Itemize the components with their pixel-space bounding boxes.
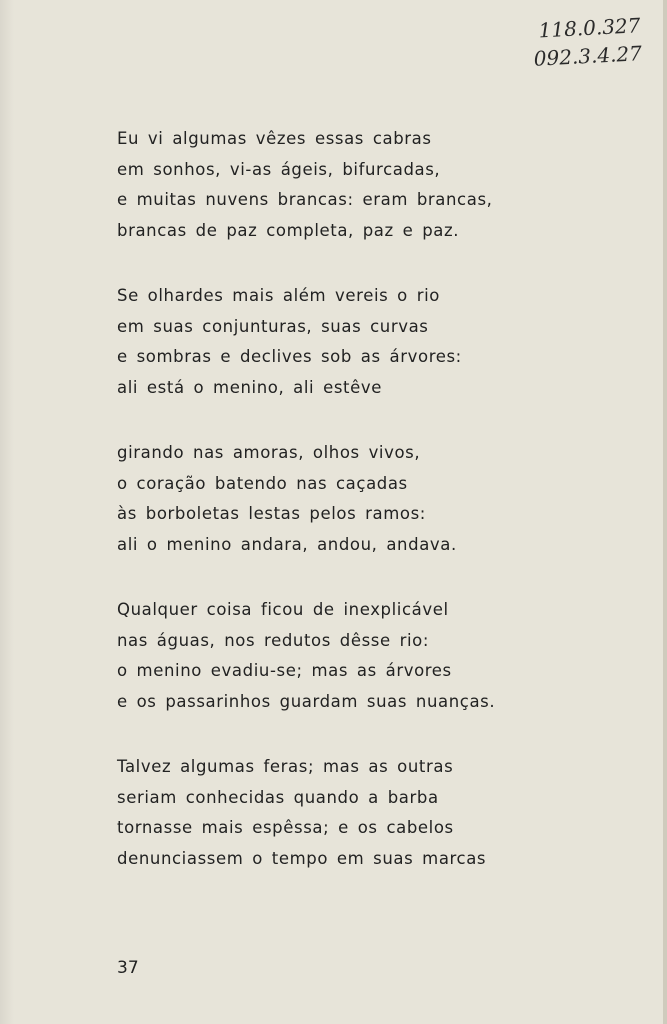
poem-line: ali o menino andara, andou, andava. bbox=[117, 534, 457, 554]
poem-line: denunciassem o tempo em suas marcas bbox=[117, 848, 487, 868]
page-gutter-shadow bbox=[0, 0, 14, 1024]
stanza-1 bbox=[117, 124, 495, 246]
poem-line: brancas de paz completa, paz e paz. bbox=[117, 220, 460, 240]
poem-line: às borboletas lestas pelos ramos: bbox=[117, 504, 426, 523]
poem-line: Qualquer coisa ficou de inexplicável bbox=[117, 600, 449, 619]
stanza-2 bbox=[117, 281, 495, 403]
poem-line: e sombras e declives sob as árvores: bbox=[117, 347, 462, 366]
handwritten-archive-note bbox=[531, 11, 642, 73]
archive-note-line-1: 118.0.327 bbox=[537, 13, 641, 43]
poem-line: em suas conjunturas, suas curvas bbox=[117, 316, 429, 336]
poem-line: o coração batendo nas caçadas bbox=[117, 473, 408, 493]
poem-line: nas águas, nos redutos dêsse rio: bbox=[117, 630, 429, 650]
poem-line: em sonhos, vi-as ágeis, bifurcadas, bbox=[117, 159, 441, 179]
poem-line: e os passarinhos guardam suas nuanças. bbox=[117, 691, 496, 711]
page-number: 37 bbox=[117, 958, 139, 978]
poem-line: Talvez algumas feras; mas as outras bbox=[117, 757, 454, 776]
poem-line: Se olhardes mais além vereis o rio bbox=[117, 286, 440, 305]
poem-line: girando nas amoras, olhos vivos, bbox=[117, 443, 421, 462]
stanza-3 bbox=[117, 438, 495, 560]
poem-line: e muitas nuvens brancas: eram brancas, bbox=[117, 190, 493, 209]
poem-line: o menino evadiu-se; mas as árvores bbox=[117, 661, 452, 680]
stanza-5 bbox=[117, 752, 495, 874]
poem-line: tornasse mais espêssa; e os cabelos bbox=[117, 818, 454, 837]
poem-line: ali está o menino, ali estêve bbox=[117, 377, 382, 397]
poem-line: seriam conhecidas quando a barba bbox=[117, 787, 439, 807]
poem-body bbox=[117, 124, 495, 909]
stanza-4 bbox=[117, 595, 495, 717]
poem-line: Eu vi algumas vêzes essas cabras bbox=[117, 129, 432, 148]
archive-note-line-2: 092.3.4.27 bbox=[533, 41, 643, 71]
